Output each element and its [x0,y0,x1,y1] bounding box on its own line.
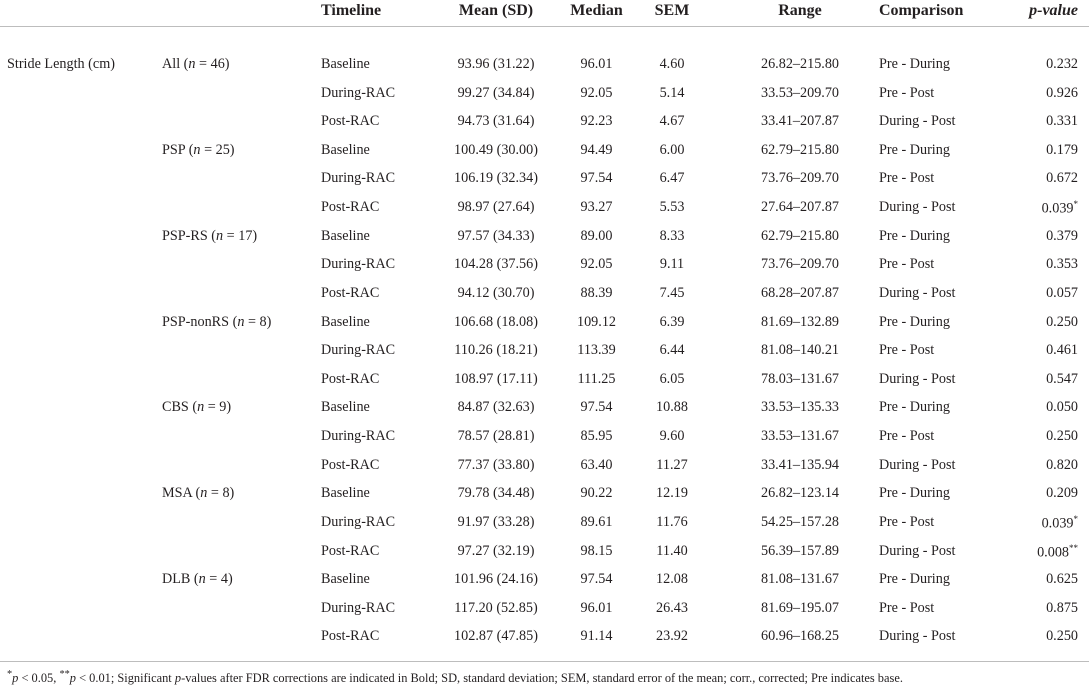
cell-mean-sd: 99.27 (34.84) [457,84,535,101]
cell-comparison: Pre - Post [879,342,935,359]
cell-mean-sd: 110.26 (18.21) [454,342,538,359]
cell-comparison: Pre - Post [879,256,935,273]
cell-comparison: Pre - During [879,313,950,330]
cell-sem: 6.47 [659,170,685,187]
table-bottom-rule [0,661,1089,662]
cell-median: 96.01 [580,56,613,72]
cell-timeline: Post-RAC [321,370,380,387]
header-timeline: Timeline [321,2,382,19]
table-row [0,364,1089,393]
cell-range: 81.08–131.67 [760,571,840,588]
cell-comparison: Pre - During [879,227,950,244]
cell-mean-sd: 101.96 (24.16) [454,571,538,588]
header-sem: SEM [654,2,690,19]
header-comparison: Comparison [879,2,964,19]
cell-sem: 11.40 [656,542,688,559]
table-header [0,0,1089,27]
cell-median: 89.61 [580,513,613,530]
cell-median: 94.49 [580,141,613,158]
cell-p-value: 0.547 [1046,370,1078,387]
cell-sem: 11.27 [656,456,688,473]
cell-range: 27.64–207.87 [760,199,840,216]
cell-sem: 12.08 [656,571,688,588]
cell-measure: Stride Length (cm) [7,56,115,72]
cell-sem: 9.11 [659,256,685,273]
cell-p-value: 0.820 [1046,456,1078,473]
table-row [0,593,1089,622]
cell-mean-sd: 77.37 (33.80) [457,456,535,473]
cell-group: MSA (n = 8) [162,485,235,502]
cell-group: PSP-RS (n = 17) [162,227,258,244]
cell-sem: 8.33 [659,227,685,244]
cell-group: All (n = 46) [162,56,230,72]
cell-sem: 6.05 [659,370,685,387]
cell-timeline: During-RAC [321,170,396,187]
cell-comparison: During - Post [879,370,956,387]
cell-comparison: During - Post [879,628,956,645]
cell-p-value: 0.209 [1046,485,1078,502]
table-row [0,78,1089,107]
cell-timeline: Baseline [321,313,370,330]
cell-comparison: During - Post [879,199,956,216]
cell-comparison: During - Post [879,456,956,473]
table-footnote: *p < 0.05, **p < 0.01; Significant p-values after FDR corrections are indicated in Bold; SD, standard deviation; SEM, standard error of the mean; corr., corrected; Pre indicates base. [7,669,903,686]
cell-range: 73.76–209.70 [760,256,840,273]
cell-mean-sd: 117.20 (52.85) [454,599,538,616]
cell-comparison: During - Post [879,113,956,130]
cell-mean-sd: 98.97 (27.64) [457,199,535,216]
cell-median: 96.01 [580,599,613,616]
cell-mean-sd: 94.73 (31.64) [457,113,535,130]
cell-timeline: Baseline [321,399,370,416]
header-median: Median [570,2,623,19]
cell-mean-sd: 97.57 (34.33) [457,227,535,244]
cell-median: 111.25 [577,370,616,387]
cell-comparison: During - Post [879,542,956,559]
cell-p-value: 0.250 [1046,313,1078,330]
cell-range: 78.03–131.67 [760,370,840,387]
cell-mean-sd: 94.12 (30.70) [457,284,535,301]
cell-timeline: Baseline [321,227,370,244]
cell-timeline: During-RAC [321,256,396,273]
table-row [0,106,1089,135]
table-row [0,192,1089,221]
cell-range: 73.76–209.70 [760,170,840,187]
cell-range: 62.79–215.80 [760,227,840,244]
cell-sem: 12.19 [656,485,688,502]
cell-sem: 4.67 [659,113,685,130]
cell-comparison: During - Post [879,284,956,301]
cell-mean-sd: 108.97 (17.11) [454,370,538,387]
cell-p-value: 0.926 [1046,84,1078,101]
cell-sem: 11.76 [656,513,688,530]
table-row [0,450,1089,479]
cell-median: 97.54 [580,399,613,416]
cell-timeline: Baseline [321,141,370,158]
cell-median: 92.23 [580,113,613,130]
table-row [0,621,1089,650]
cell-range: 33.53–135.33 [760,399,840,416]
cell-timeline: Post-RAC [321,628,380,645]
cell-p-value: 0.057 [1046,284,1078,301]
cell-mean-sd: 78.57 (28.81) [457,428,535,445]
cell-comparison: Pre - During [879,141,950,158]
cell-group: PSP (n = 25) [162,141,235,158]
cell-sem: 6.39 [659,313,685,330]
cell-median: 98.15 [580,542,613,559]
cell-p-value: 0.461 [1046,342,1078,359]
cell-range: 26.82–215.80 [760,56,840,72]
cell-range: 68.28–207.87 [760,284,840,301]
cell-range: 81.69–195.07 [760,599,840,616]
cell-mean-sd: 91.97 (33.28) [457,513,535,530]
cell-range: 33.53–209.70 [760,84,840,101]
header-p-value: p-value [1029,2,1078,19]
cell-median: 88.39 [580,284,613,301]
cell-p-value: 0.625 [1046,571,1078,588]
table-row [0,536,1089,565]
cell-sem: 7.45 [659,284,685,301]
cell-comparison: Pre - Post [879,170,935,187]
cell-mean-sd: 93.96 (31.22) [457,56,535,72]
table-row [0,49,1089,78]
table-row [0,564,1089,593]
cell-range: 81.08–140.21 [760,342,840,359]
cell-comparison: Pre - Post [879,428,935,445]
cell-median: 90.22 [580,485,613,502]
cell-timeline: During-RAC [321,84,396,101]
cell-range: 54.25–157.28 [760,513,840,530]
cell-range: 33.41–135.94 [760,456,840,473]
cell-comparison: Pre - Post [879,599,935,616]
cell-mean-sd: 102.87 (47.85) [454,628,538,645]
cell-p-value: 0.050 [1046,399,1078,416]
cell-sem: 10.88 [656,399,688,416]
table-row [0,392,1089,421]
cell-timeline: Post-RAC [321,456,380,473]
cell-group: DLB (n = 4) [162,571,233,588]
cell-mean-sd: 84.87 (32.63) [457,399,535,416]
cell-median: 63.40 [580,456,613,473]
cell-p-value: 0.875 [1046,599,1078,616]
cell-timeline: During-RAC [321,513,396,530]
cell-p-value: 0.039* [1041,199,1078,217]
cell-range: 33.53–131.67 [760,428,840,445]
table-row [0,249,1089,278]
cell-median: 109.12 [576,313,616,330]
cell-mean-sd: 106.19 (32.34) [454,170,538,187]
cell-p-value: 0.250 [1046,428,1078,445]
cell-timeline: During-RAC [321,599,396,616]
table-row [0,421,1089,450]
table-row [0,478,1089,507]
cell-sem: 6.44 [659,342,685,359]
cell-median: 85.95 [580,428,613,445]
cell-timeline: Baseline [321,485,370,502]
cell-p-value: 0.250 [1046,628,1078,645]
table-row [0,507,1089,536]
cell-mean-sd: 97.27 (32.19) [457,542,535,559]
cell-sem: 5.53 [659,199,685,216]
cell-comparison: Pre - During [879,56,950,72]
cell-p-value: 0.039* [1041,513,1078,532]
cell-median: 89.00 [580,227,613,244]
cell-range: 26.82–123.14 [760,485,840,502]
cell-comparison: Pre - During [879,485,950,502]
cell-timeline: During-RAC [321,342,396,359]
cell-comparison: Pre - Post [879,513,935,530]
cell-range: 60.96–168.25 [760,628,840,645]
cell-sem: 6.00 [659,141,685,158]
cell-comparison: Pre - Post [879,84,935,101]
cell-mean-sd: 100.49 (30.00) [454,141,538,158]
cell-timeline: Post-RAC [321,284,380,301]
cell-p-value: 0.353 [1046,256,1078,273]
cell-p-value: 0.179 [1046,141,1078,158]
table-row [0,135,1089,164]
table-row [0,221,1089,250]
cell-median: 92.05 [580,84,613,101]
cell-range: 56.39–157.89 [760,542,840,559]
cell-group: PSP-nonRS (n = 8) [162,313,272,330]
cell-sem: 5.14 [659,84,685,101]
table-row [0,335,1089,364]
cell-p-value: 0.379 [1046,227,1078,244]
cell-sem: 23.92 [656,628,688,645]
header-mean-sd: Mean (SD) [458,2,534,19]
cell-sem: 9.60 [659,428,685,445]
header-range: Range [778,2,822,19]
table-row [0,278,1089,307]
cell-median: 92.05 [580,256,613,273]
cell-timeline: Baseline [321,56,370,72]
cell-comparison: Pre - During [879,399,950,416]
cell-comparison: Pre - During [879,571,950,588]
cell-range: 33.41–207.87 [760,113,840,130]
cell-timeline: Post-RAC [321,113,380,130]
cell-mean-sd: 106.68 (18.08) [454,313,538,330]
cell-timeline: Post-RAC [321,542,380,559]
cell-median: 113.39 [577,342,616,359]
cell-median: 97.54 [580,571,613,588]
cell-timeline: Post-RAC [321,199,380,216]
cell-timeline: Baseline [321,571,370,588]
cell-sem: 26.43 [656,599,688,616]
cell-mean-sd: 79.78 (34.48) [457,485,535,502]
cell-sem: 4.60 [659,56,685,72]
cell-range: 62.79–215.80 [760,141,840,158]
cell-median: 91.14 [580,628,613,645]
cell-timeline: During-RAC [321,428,396,445]
cell-mean-sd: 104.28 (37.56) [454,256,538,273]
table-row [0,307,1089,336]
cell-median: 97.54 [580,170,613,187]
cell-p-value: 0.331 [1046,113,1078,130]
cell-p-value: 0.672 [1046,170,1078,187]
cell-p-value: 0.008** [1037,542,1078,561]
cell-median: 93.27 [580,199,613,216]
table-row [0,163,1089,192]
cell-group: CBS (n = 9) [162,399,232,416]
cell-range: 81.69–132.89 [760,313,840,330]
cell-p-value: 0.232 [1046,56,1078,72]
